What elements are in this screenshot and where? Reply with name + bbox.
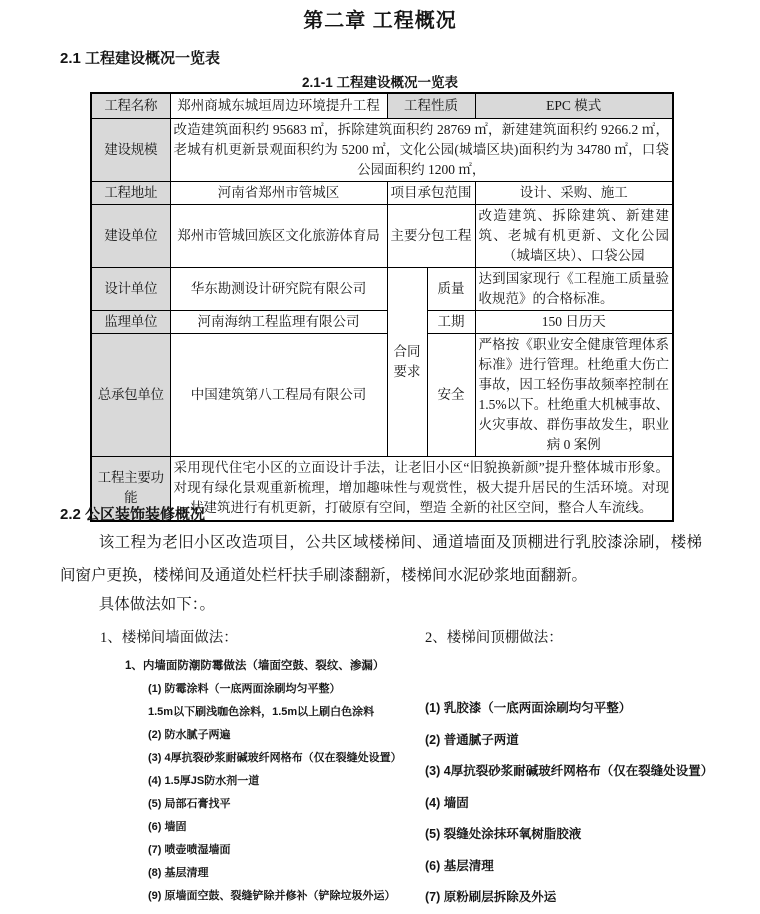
main-function-label: 工程主要功能	[91, 456, 170, 521]
owner-label: 建设单位	[91, 204, 170, 267]
contract-scope-value: 设计、采购、施工	[475, 181, 673, 204]
table-row	[91, 118, 673, 181]
construction-scale-value: 改造建筑面积约 95683 ㎡，拆除建筑面积约 28769 ㎡，新建建筑面积约 9266.2 ㎡，老城有机更新景观面积约为 5200 ㎡，文化公园(城墙区块)面积约为 34780 ㎡，口袋公园面积约 1200 ㎡，	[170, 118, 673, 181]
list-item: (2) 防水腻子两遍	[148, 729, 231, 741]
table-row	[91, 204, 673, 267]
subcontract-works-value: 改造建筑、拆除建筑、新建建筑、老城有机更新、文化公园（城墙区块）、口袋公园	[475, 204, 673, 267]
table-row	[91, 310, 673, 333]
safety-label: 安全	[427, 333, 475, 456]
table-row	[91, 267, 673, 310]
supervisor-value: 河南海纳工程监理有限公司	[170, 310, 387, 333]
contract-scope-label: 项目承包范围	[387, 181, 475, 204]
list-item: (1) 乳胶漆（一底两面涂刷均匀平整）	[425, 701, 632, 715]
list-item: (1) 防霉涂料（一底两面涂刷均匀平整）	[148, 683, 341, 695]
list-item: (6) 基层清理	[425, 858, 494, 873]
list-item: (4) 1.5厚JS防水剂一道	[148, 775, 260, 787]
contract-requirements-label: 合同要求	[387, 267, 427, 456]
project-name-value: 郑州商城东城垣周边环境提升工程	[170, 93, 387, 118]
section-2-2-paragraph: 该工程为老旧小区改造项目，公共区域楼梯间、通道墙面及顶棚进行乳胶漆涂刷，楼梯间窗户更换，楼梯间及通道处栏杆扶手刷漆翻新，楼梯间水泥砂浆地面翻新。	[60, 534, 702, 584]
table-caption: 2.1-1 工程建设概况一览表	[301, 75, 459, 90]
list-item: (4) 墙固	[425, 795, 469, 810]
list-item: (9) 原墙面空鼓、裂缝铲除并修补（铲除垃圾外运）	[148, 890, 396, 902]
stairwell-wall-method-list	[100, 626, 430, 908]
main-function-value: 采用现代住宅小区的立面设计手法，让老旧小区“旧貌换新颜”提升整体城市形象。对现有绿化景观重新梳理，增加趣味性与观赏性，极大提升居民的生活环境。对现状建筑进行有机更新，打破原有空间，塑造 全新的社区空间，整合人车流线。	[170, 456, 673, 521]
list-item: (5) 局部石膏找平	[148, 798, 231, 810]
methods-intro: 具体做法如下：。	[98, 596, 216, 613]
designer-value: 华东勘测设计研究院有限公司	[170, 267, 387, 310]
quality-value: 达到国家现行《工程施工质量验收规范》的合格标准。	[475, 267, 673, 310]
list-item: (6) 墙固	[148, 821, 187, 833]
page-title: 第二章 工程概况	[303, 10, 457, 32]
quality-label: 质量	[427, 267, 475, 310]
general-contractor-label: 总承包单位	[91, 333, 170, 456]
list-item: (8) 基层清理	[148, 867, 209, 879]
construction-scale-label: 建设规模	[91, 118, 170, 181]
supervisor-label: 监理单位	[91, 310, 170, 333]
project-nature-value: EPC 模式	[475, 93, 673, 118]
project-address-value: 河南省郑州市管城区	[170, 181, 387, 204]
left-list-subtitle: 1、内墙面防潮防霉做法（墙面空鼓、裂纹、渗漏）	[125, 660, 385, 672]
project-overview-table	[90, 92, 674, 522]
list-item: (7) 喷壶喷湿墙面	[148, 844, 231, 856]
list-item: (7) 原粉刷层拆除及外运	[425, 890, 557, 904]
section-2-1-heading: 2.1 工程建设概况一览表	[60, 50, 221, 67]
project-name-label: 工程名称	[91, 93, 170, 118]
list-item: (2) 普通腻子两道	[425, 732, 519, 747]
project-nature-label: 工程性质	[387, 93, 475, 118]
table-row	[91, 93, 673, 118]
list-item: (5) 裂缝处涂抹环氧树脂胶液	[425, 827, 582, 841]
section-2-2-heading: 2.2 公区装饰装修概况	[60, 506, 206, 523]
duration-value: 150 日历天	[475, 310, 673, 333]
list-item: (3) 4厚抗裂砂浆耐碱玻纤网格布（仅在裂缝处设置）	[148, 752, 402, 764]
project-address-label: 工程地址	[91, 181, 170, 204]
table-row	[91, 333, 673, 456]
stairwell-ceiling-method-list	[425, 626, 735, 914]
list-item: (3) 4厚抗裂砂浆耐碱玻纤网格布（仅在裂缝处设置）	[425, 764, 714, 778]
left-list-title: 1、楼梯间墙面做法：	[100, 630, 238, 646]
designer-label: 设计单位	[91, 267, 170, 310]
safety-value: 严格按《职业安全健康管理体系标准》进行管理。杜绝重大伤亡事故，因工轻伤事故频率控制在 1.5%以下。杜绝重大机械事故、火灾事故、群伤事故发生，职业病 0 案例	[475, 333, 673, 456]
duration-label: 工期	[427, 310, 475, 333]
general-contractor-value: 中国建筑第八工程局有限公司	[170, 333, 387, 456]
subcontract-works-label: 主要分包工程	[387, 204, 475, 267]
owner-value: 郑州市管城回族区文化旅游体育局	[170, 204, 387, 267]
right-list-title: 2、楼梯间顶棚做法：	[425, 630, 563, 646]
list-item: 1.5m以下刷浅咖色涂料，1.5m以上刷白色涂料	[148, 706, 375, 718]
table-row	[91, 181, 673, 204]
